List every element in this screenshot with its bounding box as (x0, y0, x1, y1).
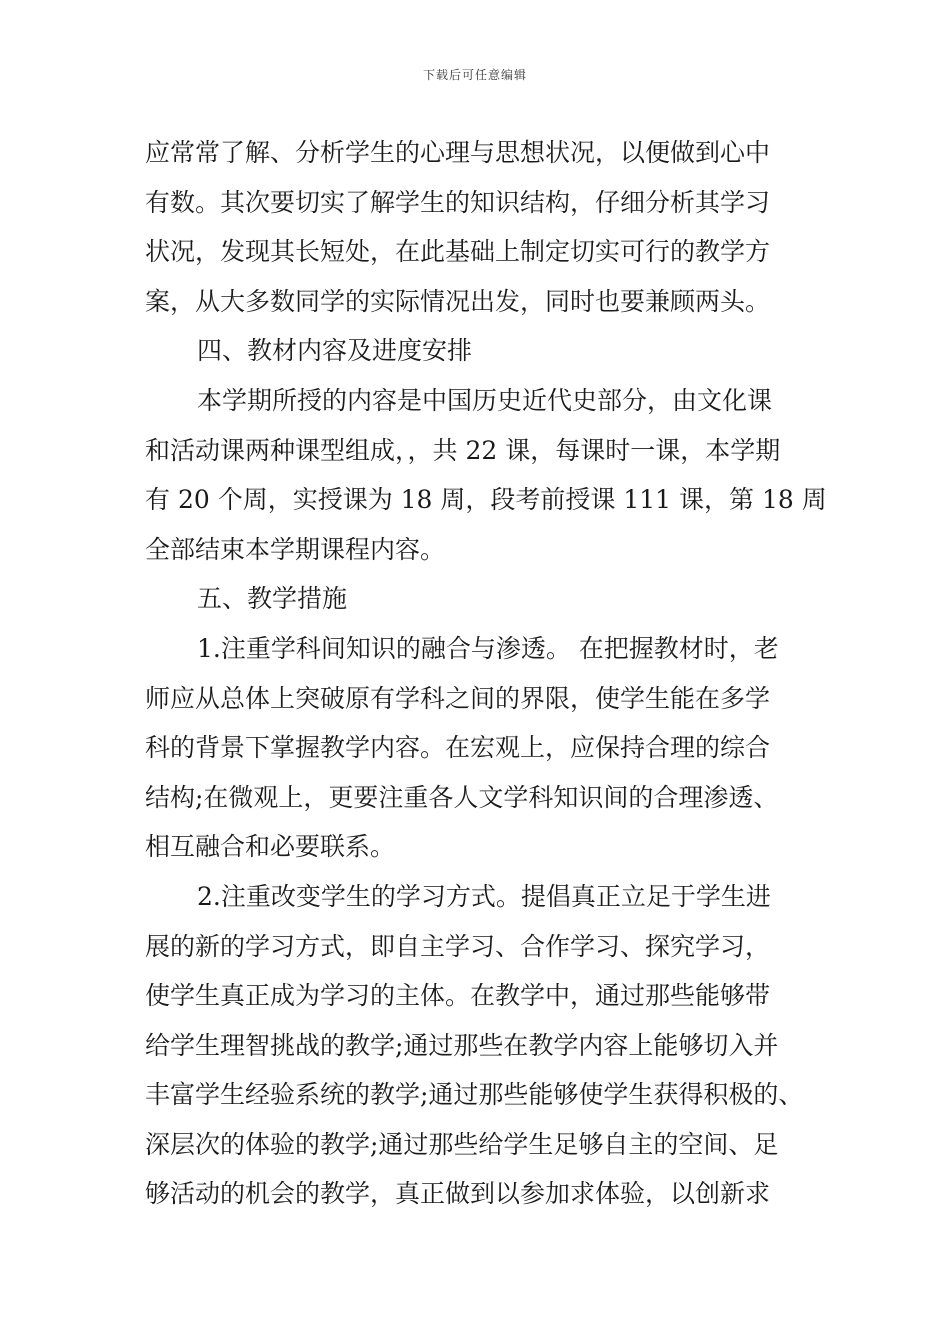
text-line: 结构;在微观上，更要注重各人文学科知识间的合理渗透、 (145, 782, 779, 812)
text-line: 有 20 个周，实授课为 18 周，段考前授课 111 课，第 18 周 (145, 485, 827, 515)
text-line: 深层次的体验的教学;通过那些给学生足够自主的空间、足 (145, 1129, 779, 1159)
text-line: 科的背景下掌握教学内容。在宏观上，应保持合理的综合 (145, 733, 771, 763)
text-line: 和活动课两种课型组成，，共 22 课，每课时一课，本学期 (145, 435, 781, 465)
text-line: 师应从总体上突破原有学科之间的界限，使学生能在多学 (145, 683, 771, 713)
text-line: 相互融合和必要联系。 (145, 832, 396, 862)
section-heading: 五、教学措施 (197, 584, 348, 614)
text-line: 丰富学生经验系统的教学;通过那些能够使学生获得积极的、 (145, 1080, 804, 1110)
paragraph-start: 2.注重改变学生的学习方式。提倡真正立足于学生进 (197, 881, 771, 911)
text-line: 够活动的机会的教学，真正做到以参加求体验，以创新求 (145, 1179, 771, 1209)
text-line: 应常常了解、分析学生的心理与思想状况，以便做到心中 (145, 138, 771, 167)
header-note: 下载后可任意编辑 (422, 68, 527, 82)
section-heading: 四、教材内容及进度安排 (197, 336, 473, 366)
text-line: 全部结束本学期课程内容。 (145, 534, 446, 564)
document-body (145, 128, 827, 1219)
text-line: 使学生真正成为学习的主体。在教学中，通过那些能够带 (145, 981, 771, 1011)
text-line: 有数。其次要切实了解学生的知识结构，仔细分析其学习 (145, 187, 771, 217)
text-line: 案，从大多数同学的实际情况出发，同时也要兼顾两头。 (145, 286, 771, 316)
paragraph-start: 本学期所授的内容是中国历史近代史部分，由文化课 (197, 385, 773, 415)
paragraph-start: 1.注重学科间知识的融合与渗透。 在把握教材时，老 (197, 633, 779, 663)
text-line: 给学生理智挑战的教学;通过那些在教学内容上能够切入并 (145, 1030, 779, 1060)
text-line: 状况，发现其长短处，在此基础上制定切实可行的教学方 (145, 237, 771, 267)
text-line: 展的新的学习方式，即自主学习、合作学习、探究学习， (145, 931, 771, 961)
